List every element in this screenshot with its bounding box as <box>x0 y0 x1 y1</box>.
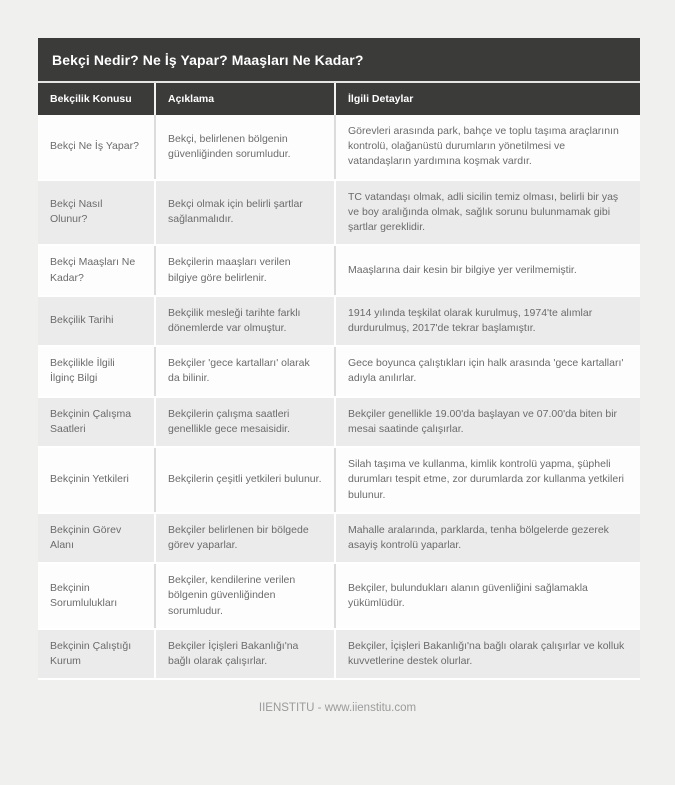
cell-bekcilik-konusu: Bekçinin Görev Alanı <box>38 513 155 563</box>
cell-bekcilik-konusu: Bekçilik Tarihi <box>38 296 155 346</box>
table-row <box>38 447 640 513</box>
cell-aciklama: Bekçi olmak için belirli şartlar sağlanmalıdır. <box>155 180 335 246</box>
bekci-info-table <box>38 83 640 680</box>
table-row <box>38 346 640 396</box>
column-header-ilgili-detaylar: İlgili Detaylar <box>335 83 640 115</box>
table-row <box>38 563 640 629</box>
cell-aciklama: Bekçilerin maaşları verilen bilgiye göre belirlenir. <box>155 245 335 295</box>
cell-ilgili-detaylar: Gece boyunca çalıştıkları için halk arasında 'gece kartalları' adıyla anılırlar. <box>335 346 640 396</box>
footer-text: IIENSTITU - www.iienstitu.com <box>258 702 417 715</box>
cell-bekcilik-konusu: Bekçinin Sorumlulukları <box>38 563 155 629</box>
cell-ilgili-detaylar: TC vatandaşı olmak, adli sicilin temiz olması, belirli bir yaş ve boy aralığında olmak, sağlık sorunu bulunmamak gibi şartlar gereklidir. <box>335 180 640 246</box>
cell-bekcilik-konusu: Bekçinin Çalışma Saatleri <box>38 397 155 447</box>
cell-ilgili-detaylar: Maaşlarına dair kesin bir bilgiye yer verilmemiştir. <box>335 245 640 295</box>
cell-aciklama: Bekçiler 'gece kartalları' olarak da bilinir. <box>155 346 335 396</box>
cell-ilgili-detaylar: Bekçiler, İçişleri Bakanlığı'na bağlı olarak çalışırlar ve kolluk kuvvetlerine destek olurlar. <box>335 629 640 679</box>
page-title: Bekçi Nedir? Ne İş Yapar? Maaşları Ne Kadar? <box>38 38 640 83</box>
cell-aciklama: Bekçi, belirlenen bölgenin güvenliğinden sorumludur. <box>155 115 335 180</box>
cell-bekcilik-konusu: Bekçinin Yetkileri <box>38 447 155 513</box>
cell-bekcilik-konusu: Bekçi Maaşları Ne Kadar? <box>38 245 155 295</box>
table-row <box>38 296 640 346</box>
cell-aciklama: Bekçiler belirlenen bir bölgede görev yaparlar. <box>155 513 335 563</box>
cell-ilgili-detaylar: Bekçiler genellikle 19.00'da başlayan ve 07.00'da biten bir mesai saatinde çalışırlar. <box>335 397 640 447</box>
cell-aciklama: Bekçilerin çalışma saatleri genellikle gece mesaisidir. <box>155 397 335 447</box>
cell-ilgili-detaylar: Bekçiler, bulundukları alanın güvenliğini sağlamakla yükümlüdür. <box>335 563 640 629</box>
info-table-card <box>38 38 640 680</box>
cell-bekcilik-konusu: Bekçilikle İlgili İlginç Bilgi <box>38 346 155 396</box>
cell-aciklama: Bekçiler, kendilerine verilen bölgenin güvenliğinden sorumludur. <box>155 563 335 629</box>
cell-ilgili-detaylar: Silah taşıma ve kullanma, kimlik kontrolü yapma, şüpheli durumları tespit etme, zor durumlarda zor kullanma yetkileri bulunur. <box>335 447 640 513</box>
cell-ilgili-detaylar: 1914 yılında teşkilat olarak kurulmuş, 1974'te alımlar durdurulmuş, 2017'de tekrar başlamıştır. <box>335 296 640 346</box>
table-row <box>38 115 640 180</box>
table-row <box>38 629 640 679</box>
cell-aciklama: Bekçilik mesleği tarihte farklı dönemlerde var olmuştur. <box>155 296 335 346</box>
column-header-aciklama: Açıklama <box>155 83 335 115</box>
table-row <box>38 180 640 246</box>
cell-bekcilik-konusu: Bekçi Nasıl Olunur? <box>38 180 155 246</box>
table-body <box>38 115 640 679</box>
cell-ilgili-detaylar: Görevleri arasında park, bahçe ve toplu taşıma araçlarının kontrolü, olağanüstü durumların yönetilmesi ve vatandaşların yardımına koşmak vardır. <box>335 115 640 180</box>
table-row <box>38 513 640 563</box>
table-header <box>38 83 640 115</box>
cell-aciklama: Bekçiler İçişleri Bakanlığı'na bağlı olarak çalışırlar. <box>155 629 335 679</box>
table-row <box>38 397 640 447</box>
cell-aciklama: Bekçilerin çeşitli yetkileri bulunur. <box>155 447 335 513</box>
cell-bekcilik-konusu: Bekçinin Çalıştığı Kurum <box>38 629 155 679</box>
table-header-row <box>38 83 640 115</box>
table-row <box>38 245 640 295</box>
cell-bekcilik-konusu: Bekçi Ne İş Yapar? <box>38 115 155 180</box>
column-header-bekcilik-konusu: Bekçilik Konusu <box>38 83 155 115</box>
cell-ilgili-detaylar: Mahalle aralarında, parklarda, tenha bölgelerde gezerek asayiş kontrolü yaparlar. <box>335 513 640 563</box>
